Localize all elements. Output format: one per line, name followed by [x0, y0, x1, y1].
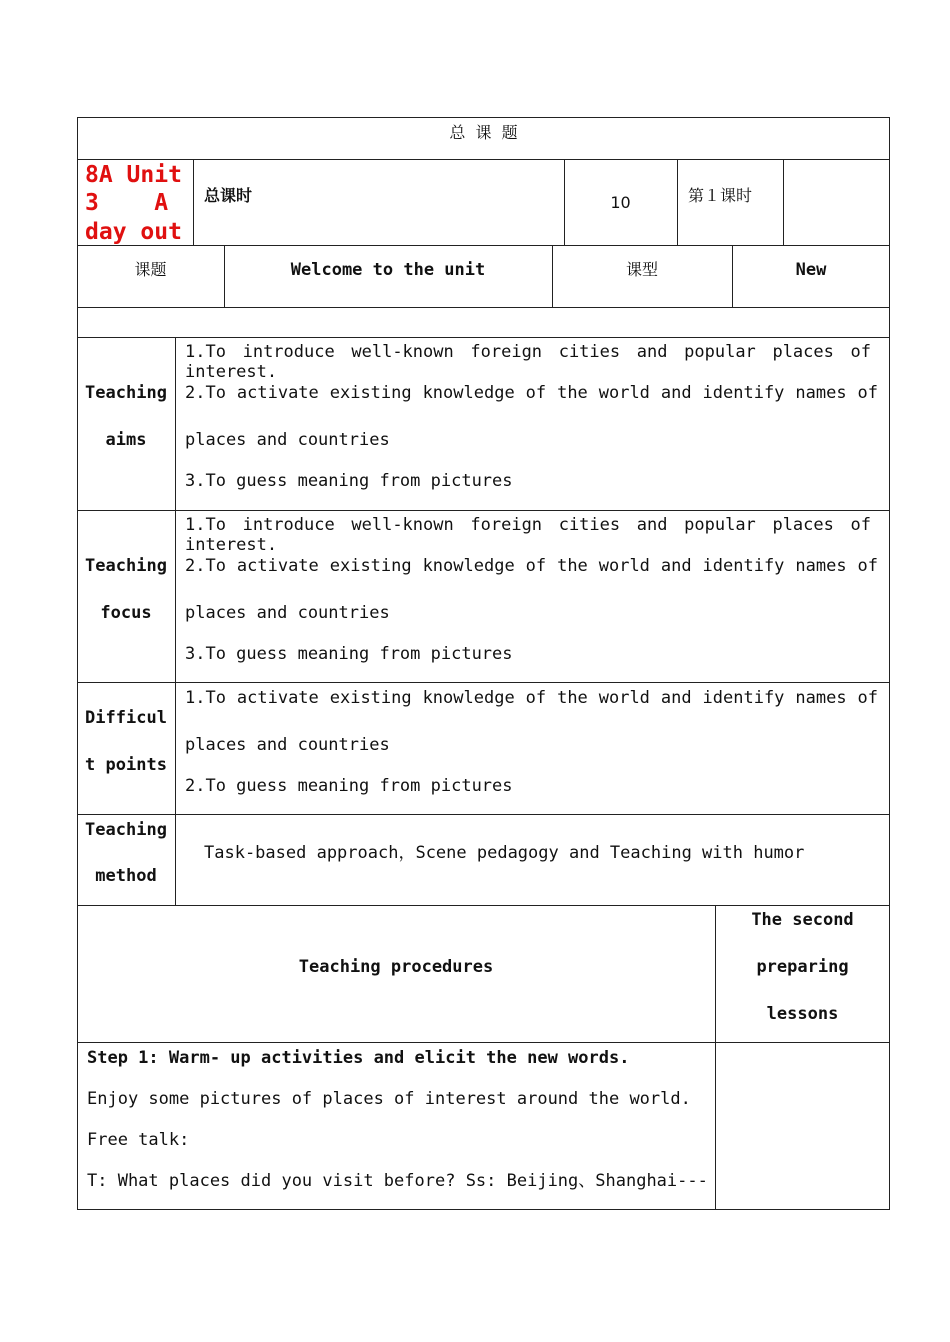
topic-label: 课题 [134, 260, 167, 279]
unit-title-line-2: 3 A [85, 190, 169, 216]
aims-label-line-1: Teaching [85, 383, 167, 403]
aims-line-3: places and countries [185, 430, 390, 450]
step1-heading: Step 1: Warm- up activities and elicit the new words. [87, 1048, 630, 1068]
column-divider [175, 337, 176, 905]
focus-line-3: places and countries [185, 603, 390, 623]
focus-line-4: 3.To guess meaning from pictures [185, 644, 513, 664]
lesson-number-label: 第１课时 [688, 186, 753, 205]
row-divider [77, 905, 890, 906]
difficult-label-line-2: t points [85, 755, 167, 775]
difficult-line-2: places and countries [185, 735, 390, 755]
row-divider [77, 510, 890, 511]
procedures-title: Teaching procedures [298, 957, 494, 977]
row-divider [77, 1042, 890, 1043]
aims-line-2: 2.To activate existing knowledge of the world and identify names of [185, 383, 878, 403]
method-label-line-2: method [95, 866, 157, 886]
unit-title-line-3: day out [85, 219, 182, 245]
aims-line-4: 3.To guess meaning from pictures [185, 471, 513, 491]
method-label-line-1: Teaching [85, 820, 167, 840]
second-prep-line-1: The second [751, 910, 854, 930]
column-divider [677, 159, 678, 245]
step1-line-3: T: What places did you visit before? Ss: Beijing、Shanghai--- [87, 1171, 708, 1191]
unit-title-line-1: 8A Unit [85, 162, 182, 188]
step1-line-1: Enjoy some pictures of places of interest around the world. [87, 1089, 691, 1109]
column-divider [715, 905, 716, 1210]
lesson-type-label: 课型 [625, 260, 658, 279]
focus-line-2: 2.To activate existing knowledge of the world and identify names of [185, 556, 878, 576]
difficult-line-1: 1.To activate existing knowledge of the world and identify names of [185, 688, 878, 708]
step1-line-2: Free talk: [87, 1130, 190, 1150]
column-divider [783, 159, 784, 245]
row-divider [77, 814, 890, 815]
total-hours-value: 10 [610, 193, 631, 212]
difficult-label-line-1: Difficul [85, 708, 167, 728]
focus-line-1: 1.To introduce well-known foreign cities and popular places of interest. [185, 515, 871, 555]
second-prep-line-3: lessons [766, 1004, 839, 1024]
topic-value: Welcome to the unit [290, 260, 486, 280]
focus-label-line-1: Teaching [85, 556, 167, 576]
column-divider [193, 159, 194, 245]
row-divider [77, 307, 890, 308]
row-divider [77, 682, 890, 683]
focus-label-line-2: focus [100, 603, 152, 623]
row-divider [77, 245, 890, 246]
lesson-type-value: New [795, 260, 827, 280]
difficult-line-3: 2.To guess meaning from pictures [185, 776, 513, 796]
row-divider [77, 159, 890, 160]
aims-label-line-2: aims [105, 430, 147, 450]
second-prep-line-2: preparing [756, 957, 849, 977]
method-text: Task-based approach，Scene pedagogy and Teaching with humor [204, 843, 805, 863]
aims-line-1: 1.To introduce well-known foreign cities and popular places of interest. [185, 342, 871, 382]
table-title: 总 课 题 [449, 123, 518, 142]
row-divider [77, 337, 890, 338]
total-hours-label: 总课时 [204, 186, 253, 205]
